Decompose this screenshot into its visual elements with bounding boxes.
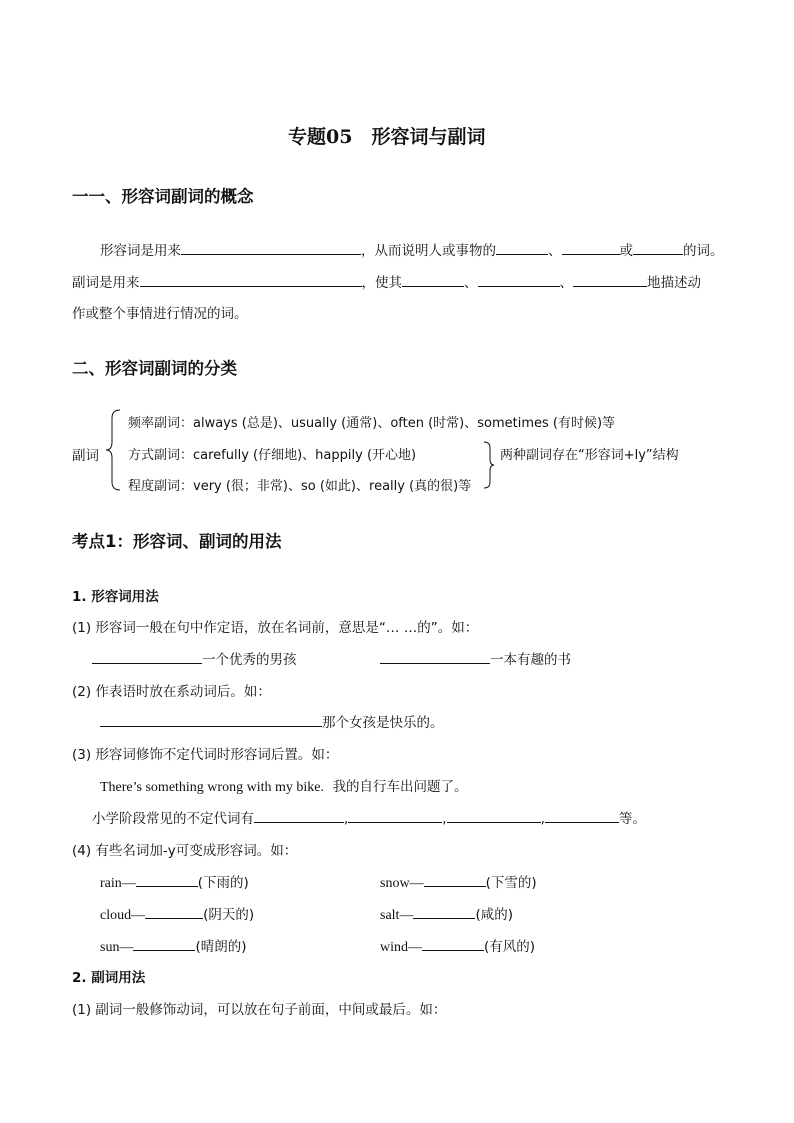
blank-field[interactable] <box>254 808 344 823</box>
meaning: (下雨的) <box>197 875 249 891</box>
blank-field[interactable] <box>402 272 464 287</box>
blank-field[interactable] <box>545 808 619 823</box>
meaning: (有风的) <box>484 939 536 955</box>
right-brace-icon <box>482 440 496 490</box>
adverb-rule-1: (1) 副词一般修饰动词，可以放在句子前面，中间或最后。如： <box>72 1002 447 1018</box>
word: cloud— <box>100 908 146 923</box>
text: 、 <box>464 275 478 291</box>
blank-field[interactable] <box>633 240 683 255</box>
blank-field[interactable] <box>447 808 541 823</box>
text: ，从而说明人或事物的 <box>361 243 496 259</box>
rule-2: (2) 作表语时放在系动词后。如： <box>72 684 271 700</box>
english-sentence: There’s something wrong with my bike. <box>100 780 324 795</box>
page-title: 专题05 形容词与副词 <box>288 126 486 148</box>
blank-field[interactable] <box>348 808 442 823</box>
blank-field[interactable] <box>424 872 486 887</box>
word: wind— <box>380 940 422 955</box>
blank-field[interactable] <box>422 936 484 951</box>
adverb-note: 两种副词存在“形容词+ly”结构 <box>500 448 679 463</box>
text: 、 <box>548 243 562 259</box>
word-item <box>380 935 535 956</box>
blank-field[interactable] <box>380 649 490 664</box>
text: , <box>442 811 447 827</box>
word: sun— <box>100 940 134 955</box>
adverb-type-manner: 方式副词：carefully (仔细地)、happily (开心地) <box>128 448 417 463</box>
blank-field[interactable] <box>478 272 560 287</box>
meaning: (阴天的) <box>203 907 255 923</box>
text: 形容词是用来 <box>100 243 181 259</box>
meaning: (晴朗的) <box>195 939 247 955</box>
text: ，使其 <box>361 275 402 291</box>
rule-4: (4) 有些名词加-y可变成形容词。如： <box>72 843 298 859</box>
indefinite-pronouns-line <box>92 807 646 827</box>
text: 那个女孩是快乐的。 <box>322 715 444 731</box>
text: 、 <box>559 275 573 291</box>
kaodian-heading: 考点1：形容词、副词的用法 <box>72 532 282 551</box>
section1-line1 <box>100 239 724 259</box>
blank-field[interactable] <box>181 240 361 255</box>
blank-field[interactable] <box>133 936 195 951</box>
word-item <box>100 871 249 892</box>
rule-3: (3) 形容词修饰不定代词时形容词后置。如： <box>72 747 339 763</box>
section1-heading: 一一、形容词副词的概念 <box>72 187 254 206</box>
blank-field[interactable] <box>140 272 362 287</box>
blank-field[interactable] <box>100 712 322 727</box>
adjective-usage-heading: 1. 形容词用法 <box>72 589 159 605</box>
section1-line3: 作或整个事情进行情况的词。 <box>72 306 248 322</box>
adverb-label: 副词 <box>72 448 99 464</box>
blank-field[interactable] <box>145 904 203 919</box>
left-brace-icon <box>104 408 122 492</box>
text: 的词。 <box>683 243 724 259</box>
text: 等。 <box>618 811 646 827</box>
word: rain— <box>100 876 136 891</box>
example-row-2 <box>380 648 571 668</box>
word-item <box>380 871 537 892</box>
blank-field[interactable] <box>573 272 647 287</box>
adverb-type-frequency: 频率副词：always (总是)、usually (通常)、often (时常)、sometimes (有时候)等 <box>128 416 616 431</box>
example-row-1 <box>92 648 297 668</box>
word-item <box>100 935 247 956</box>
example-sentence <box>100 775 468 796</box>
adverb-usage-heading: 2. 副词用法 <box>72 970 146 986</box>
example-row-3 <box>100 711 444 731</box>
word-item <box>100 903 254 924</box>
text: , <box>344 811 349 827</box>
word: salt— <box>380 908 414 923</box>
text: 副词是用来 <box>72 275 140 291</box>
blank-field[interactable] <box>136 872 198 887</box>
blank-field[interactable] <box>496 240 548 255</box>
text: 或 <box>619 243 633 259</box>
text: , <box>540 811 545 827</box>
rule-1: (1) 形容词一般在句中作定语，放在名词前，意思是“… …的”。如： <box>72 620 479 636</box>
blank-field[interactable] <box>413 904 475 919</box>
text: 一个优秀的男孩 <box>202 652 297 668</box>
meaning: (下雪的) <box>485 875 537 891</box>
section1-line2 <box>72 271 701 291</box>
adverb-type-degree: 程度副词：very (很；非常)、so (如此)、really (真的很)等 <box>128 479 472 494</box>
word-item <box>380 903 513 924</box>
word: snow— <box>380 876 424 891</box>
meaning: (咸的) <box>475 907 513 923</box>
text: 一本有趣的书 <box>490 652 571 668</box>
blank-field[interactable] <box>562 240 620 255</box>
text: 小学阶段常见的不定代词有 <box>92 811 254 827</box>
section2-heading: 二、形容词副词的分类 <box>72 359 237 378</box>
chinese-translation: 我的自行车出问题了。 <box>332 779 468 795</box>
blank-field[interactable] <box>92 649 202 664</box>
text: 地描述动 <box>647 275 701 291</box>
